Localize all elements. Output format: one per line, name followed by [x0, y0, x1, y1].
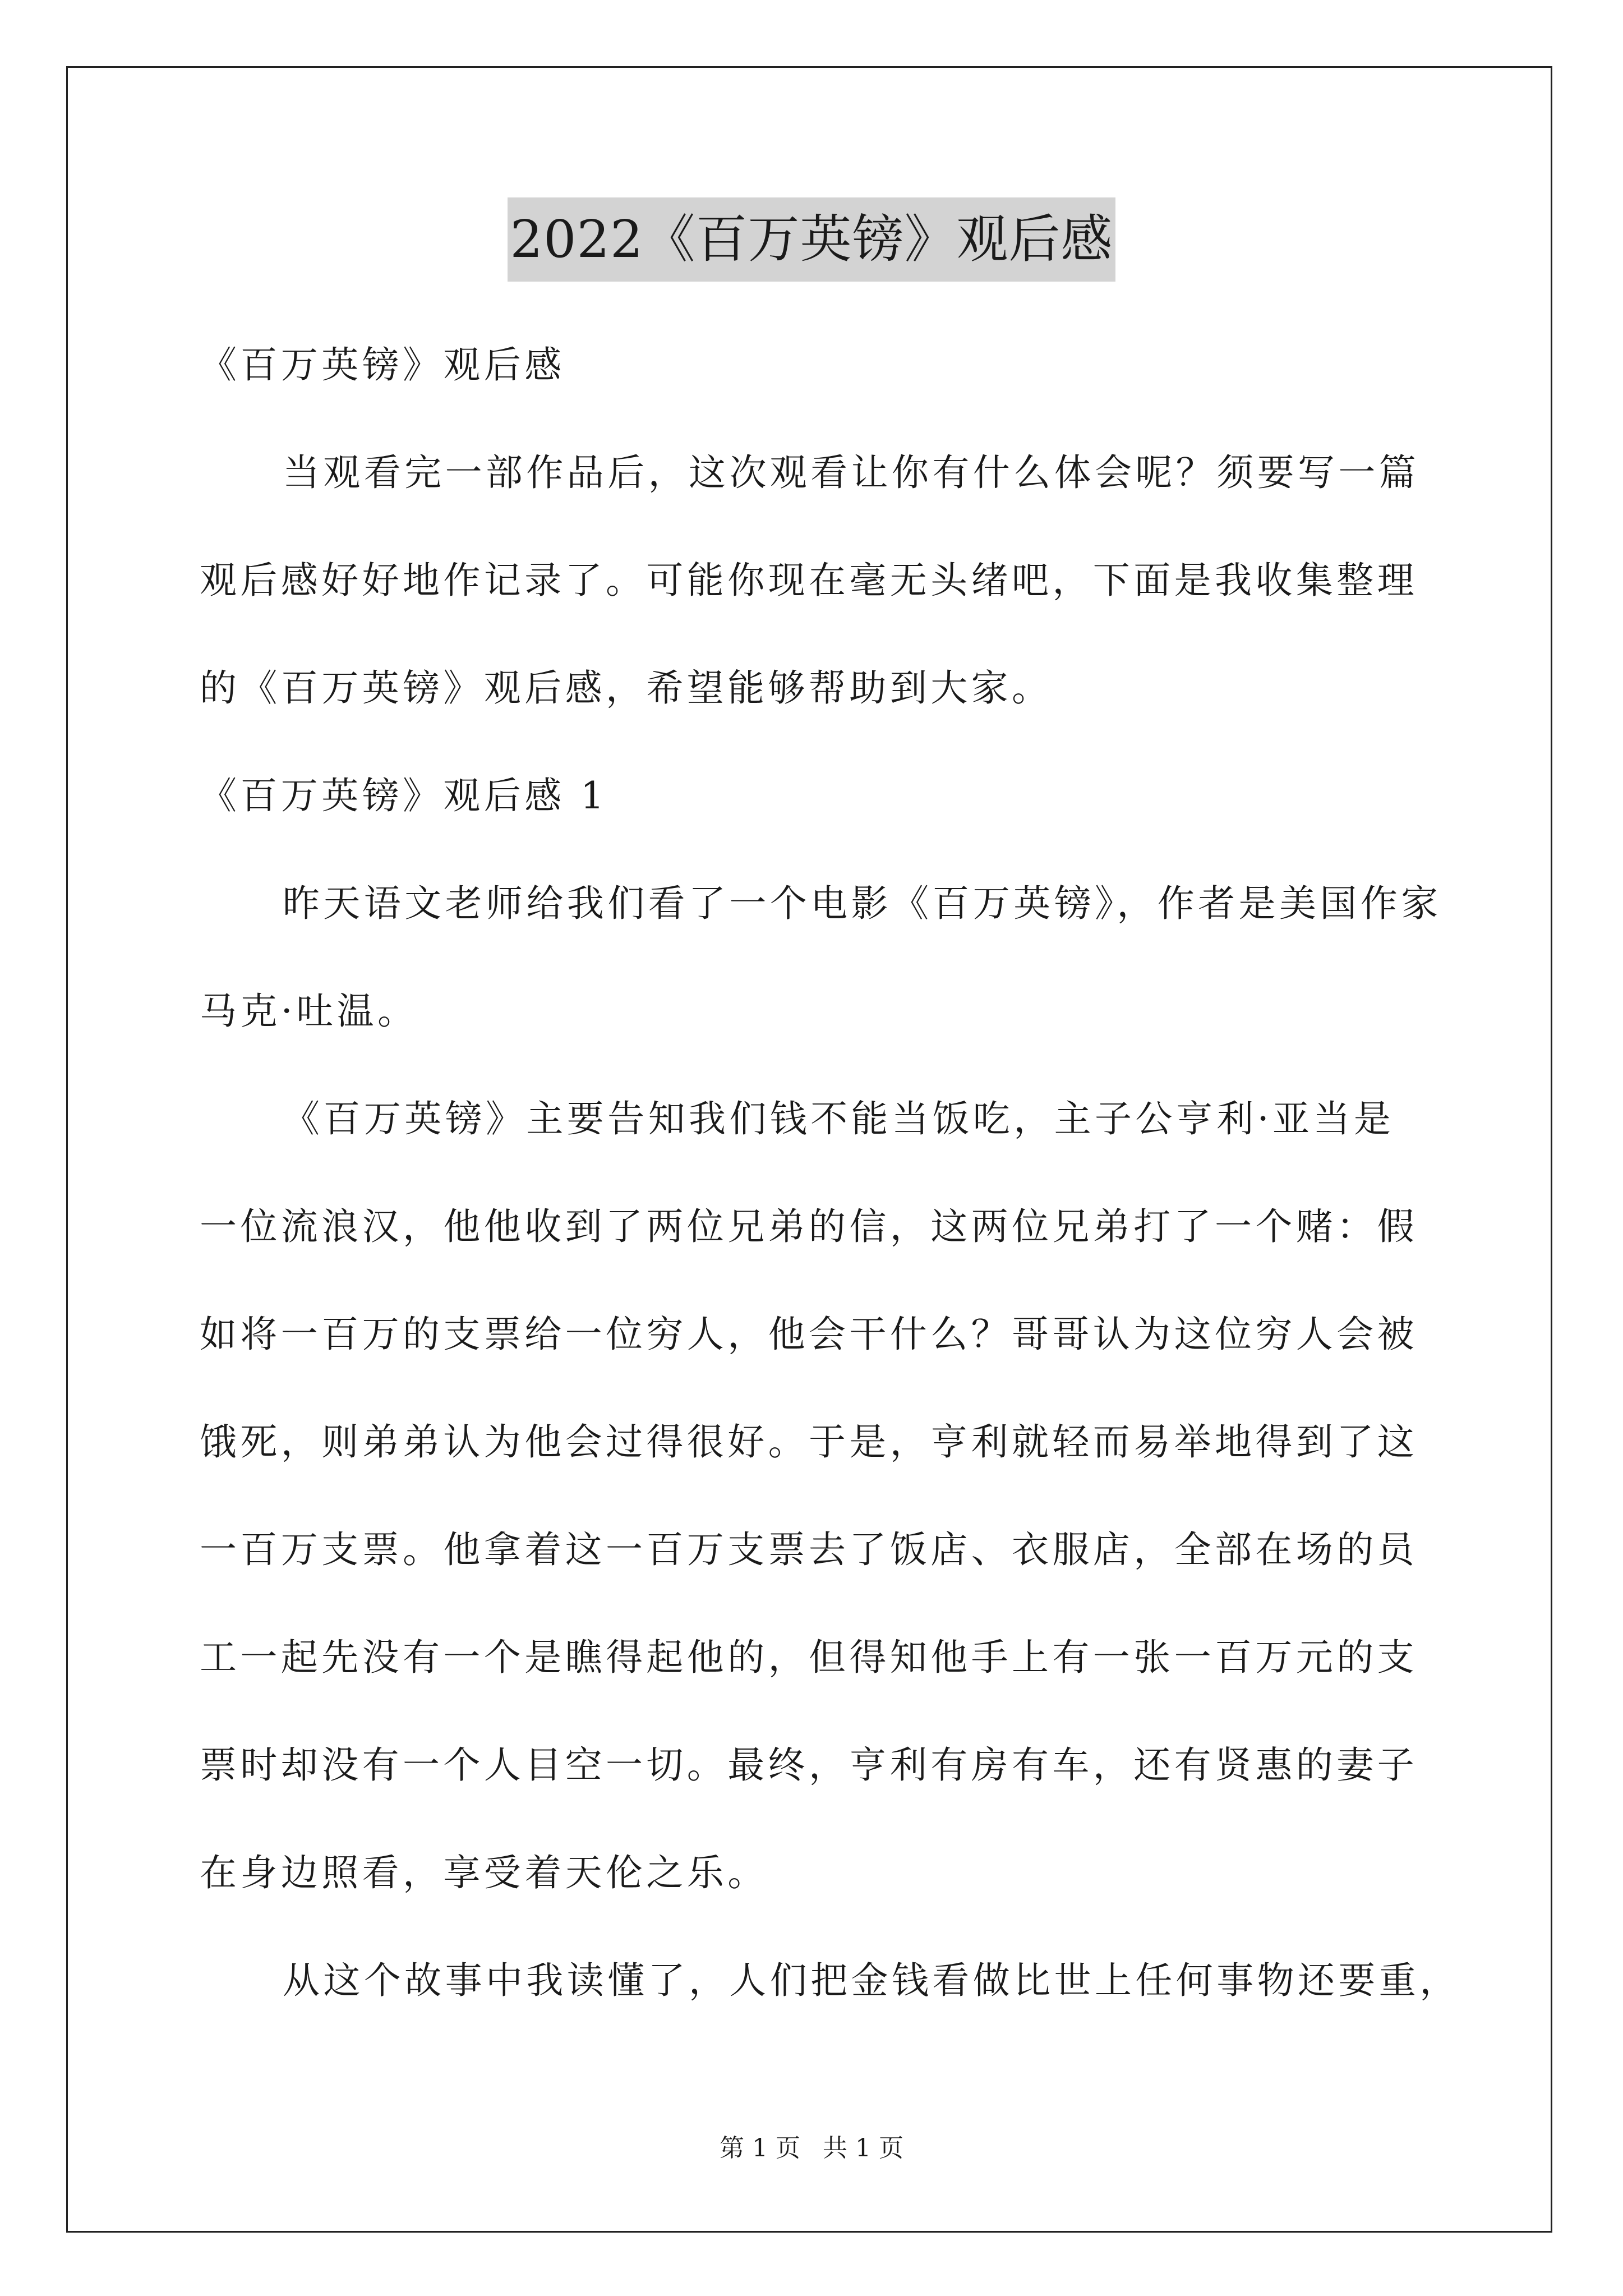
text-line: 一百万支票。他拿着这一百万支票去了饭店、衣服店，全部在场的员 — [200, 1528, 1418, 1571]
text-line: 如将一百万的支票给一位穷人，他会干什么？哥哥认为这位穷人会被 — [200, 1313, 1418, 1356]
page-total: 共 1 页 — [823, 2134, 903, 2162]
section-heading: 《百万英镑》观后感 1 — [200, 774, 608, 817]
text-line: 的《百万英镑》观后感，希望能够帮助到大家。 — [200, 666, 1053, 710]
text-line: 在身边照看，享受着天伦之乐。 — [200, 1851, 768, 1894]
text-line: 一位流浪汉，他他收到了两位兄弟的信，这两位兄弟打了一个赌：假 — [200, 1205, 1418, 1248]
document-title: 2022《百万英镑》观后感 — [508, 197, 1115, 282]
page-number: 第 1 页 — [720, 2134, 800, 2162]
text-line: 观后感好好地作记录了。可能你现在毫无头绪吧，下面是我收集整理 — [200, 559, 1418, 602]
text-line: 当观看完一部作品后，这次观看让你有什么体会呢？须要写一篇 — [283, 451, 1420, 494]
text-line: 马克·吐温。 — [200, 990, 418, 1033]
text-line: 从这个故事中我读懂了，人们把金钱看做比世上任何事物还要重， — [283, 1959, 1460, 2002]
text-line: 工一起先没有一个是瞧得起他的，但得知他手上有一张一百万元的支 — [200, 1636, 1418, 1679]
text-line: 《百万英镑》观后感 — [200, 343, 565, 386]
document-body — [200, 311, 1460, 2035]
text-line: 饿死，则弟弟认为他会过得很好。于是，亨利就轻而易举地得到了这 — [200, 1420, 1418, 1464]
text-line: 昨天语文老师给我们看了一个电影《百万英镑》，作者是美国作家 — [283, 882, 1442, 925]
text-line: 《百万英镑》主要告知我们钱不能当饭吃，主子公亨利·亚当是 — [283, 1097, 1395, 1140]
page-footer — [0, 2132, 1623, 2165]
text-line: 票时却没有一个人目空一切。最终，亨利有房有车，还有贤惠的妻子 — [200, 1743, 1418, 1787]
title-container — [0, 197, 1623, 282]
